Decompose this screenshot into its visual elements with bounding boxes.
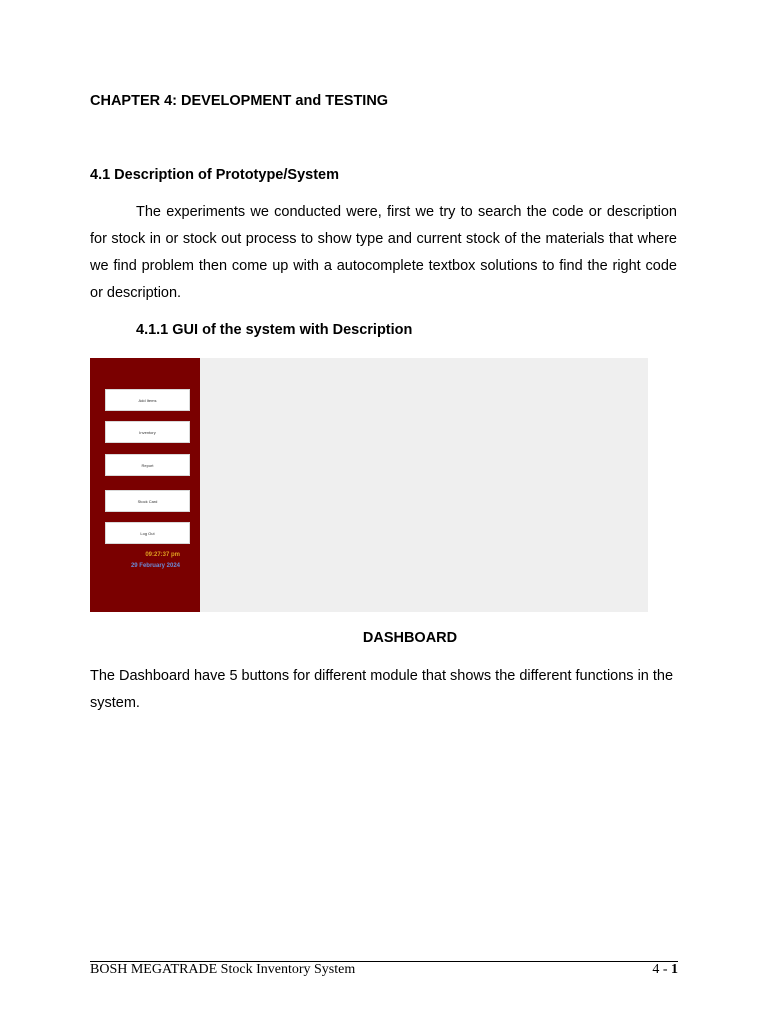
clock-date: 29 February 2024 [130, 563, 180, 569]
page-prefix: 4 - [652, 962, 671, 977]
page-number: 1 [671, 962, 678, 977]
stock-card-button: Stock Card [105, 490, 190, 512]
description-paragraph: The experiments we conducted were, first we try to search the code or description for stock in or stock out process to show type and current stock of the materials that where we find problem then come up with a autocomplete textbox solutions to find the right code or description. [90, 204, 677, 301]
clock-time: 09:27:37 pm [145, 552, 180, 558]
log-out-button: Log Out [105, 522, 190, 544]
dashboard-sidebar [90, 358, 200, 612]
footer-document-title: BOSH MEGATRADE Stock Inventory System [90, 962, 356, 977]
report-button: Report [105, 454, 190, 476]
section-title: 4.1 Description of Prototype/System [90, 167, 339, 183]
subsection-title: 4.1.1 GUI of the system with Description [136, 322, 413, 338]
dashboard-paragraph: The Dashboard have 5 buttons for different module that shows the different functions in the system. [90, 668, 674, 711]
chapter-title: CHAPTER 4: DEVELOPMENT and TESTING [90, 93, 389, 109]
figure-caption: DASHBOARD [362, 630, 458, 646]
add-items-button: Add Items [105, 389, 190, 411]
footer-page-number [652, 962, 678, 978]
inventory-button: Inventory [105, 421, 190, 443]
dashboard-screenshot-figure [90, 358, 648, 612]
